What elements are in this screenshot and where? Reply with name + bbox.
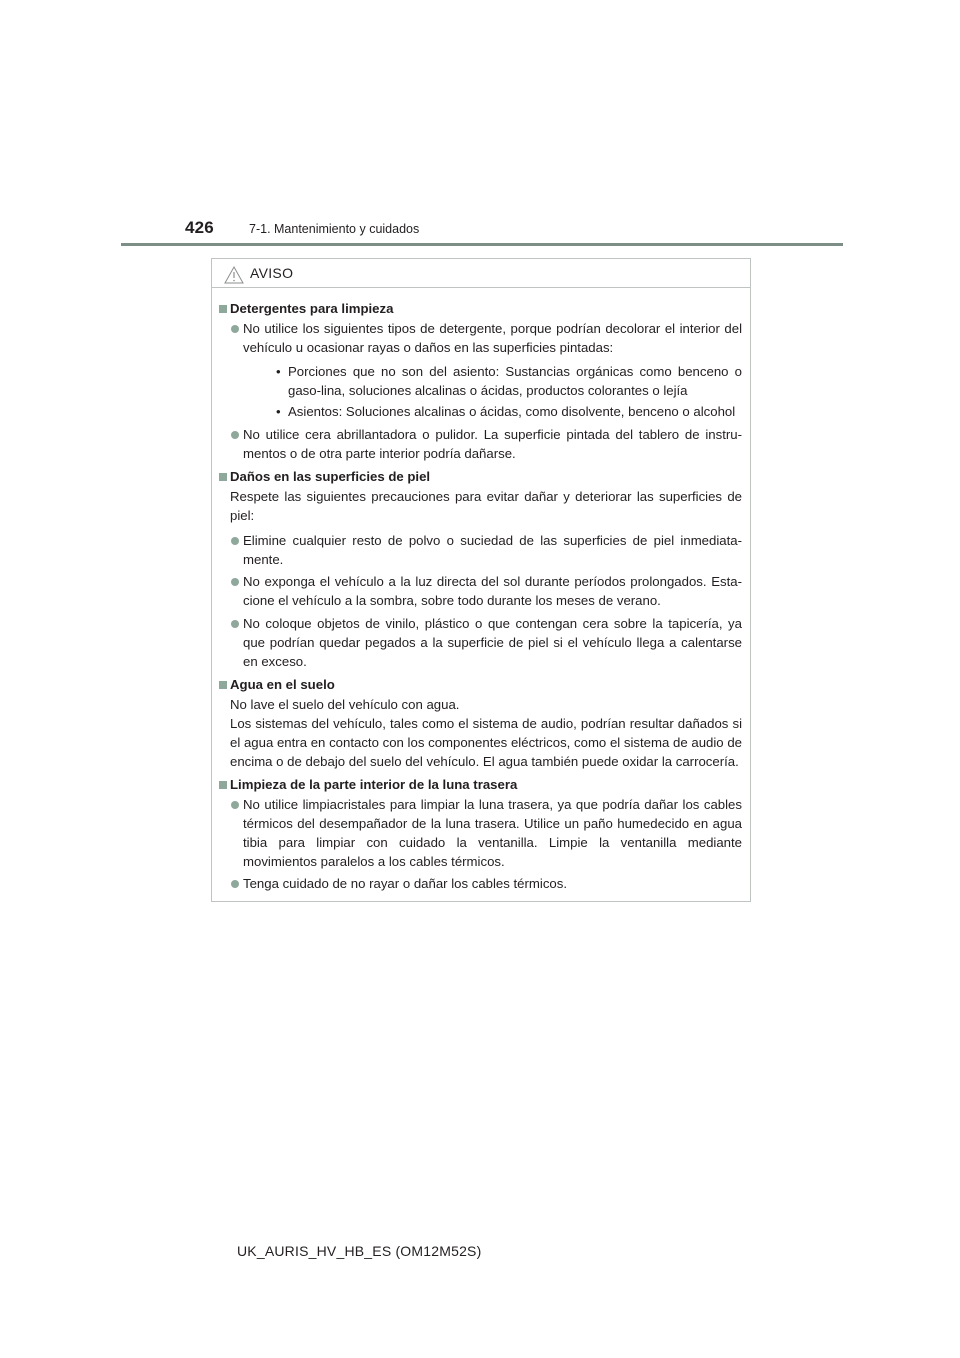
section-heading: Detergentes para limpieza (219, 300, 742, 319)
section-detergents (219, 300, 742, 463)
section-heading: Agua en el suelo (219, 676, 742, 695)
warning-triangle-icon (224, 266, 244, 284)
bullet-item: No coloque objetos de vinilo, plástico o que contengan cera sobre la tapicería, ya que podrían quedar pegados a la superficie de piel si el vehículo llega a calentarse en exceso. (219, 615, 742, 671)
circle-bullet-icon (231, 620, 239, 628)
bullet-item: No exponga el vehículo a la luz directa del sol durante períodos prolongados. Esta-cione el vehículo a la sombra, sobre todo durante los meses de verano. (219, 573, 742, 611)
sub-item: • Porciones que no son del asiento: Sustancias orgánicas como benceno o gaso-lina, soluciones alcalinas o ácidas, productos colorantes o lejía (276, 364, 742, 399)
square-bullet-icon (219, 781, 227, 789)
paragraph: Los sistemas del vehículo, tales como el sistema de audio, podrían resultar dañados si el agua entra en contacto con los componentes eléctricos, como el sistema de audio de encima o de debajo del suelo del vehículo. El agua también puede oxidar la carrocería. (230, 715, 742, 769)
sub-item: • Asientos: Soluciones alcalinas o ácidas, como disolvente, benceno o alcohol (276, 403, 736, 419)
bullet-item: No utilice los siguientes tipos de detergente, porque podrían decolorar el interior del vehículo u ocasionar rayas o daños en las superficies pintadas: • Porciones que no son del asiento: Sustancias orgánicas como benceno o gaso-lina, soluciones alcalinas o ácidas, productos colorantes o lejía • Asientos: Soluciones alcalinas o ácidas, como disolvente, benceno o alcohol (219, 320, 742, 422)
circle-bullet-icon (231, 325, 239, 333)
notice-title: AVISO (250, 265, 294, 281)
page-number: 426 (185, 218, 214, 237)
section-floor-water (219, 676, 742, 771)
notice-box (211, 258, 751, 902)
section-heading: Limpieza de la parte interior de la luna trasera (219, 776, 742, 795)
section-title: 7-1. Mantenimiento y cuidados (249, 222, 420, 236)
circle-bullet-icon (231, 880, 239, 888)
bullet-item: No utilice cera abrillantadora o pulidor. La superficie pintada del tablero de instru-mentos o de otra parte interior podría dañarse. (219, 426, 742, 464)
notice-body (212, 288, 750, 894)
header-rule (121, 243, 843, 246)
bullet-item: No utilice limpiacristales para limpiar la luna trasera, ya que podría dañar los cables térmicos del desempañador de la luna trasera. Utilice un paño humedecido en agua tibia para limpiar con cuidado la ventanilla. Limpie la ventanilla mediante movimientos paralelos a los cables térmicos. (219, 796, 742, 871)
square-bullet-icon (219, 681, 227, 689)
section-rear-window (219, 776, 742, 894)
footer-code: UK_AURIS_HV_HB_ES (OM12M52S) (237, 1243, 482, 1259)
section-intro: Respete las siguientes precauciones para evitar dañar y deteriorar las superficies de piel: (230, 489, 742, 523)
circle-bullet-icon (231, 537, 239, 545)
bullet-item: Elimine cualquier resto de polvo o suciedad de las superficies de piel inmediata-mente. (219, 532, 742, 570)
circle-bullet-icon (231, 578, 239, 586)
square-bullet-icon (219, 305, 227, 313)
bullet-item: Tenga cuidado de no rayar o dañar los cables térmicos. (219, 875, 742, 894)
section-leather (219, 468, 742, 671)
circle-bullet-icon (231, 801, 239, 809)
notice-header (212, 259, 750, 288)
section-heading: Daños en las superficies de piel (219, 468, 742, 487)
paragraph: No lave el suelo del vehículo con agua. (230, 697, 460, 713)
square-bullet-icon (219, 473, 227, 481)
circle-bullet-icon (231, 431, 239, 439)
